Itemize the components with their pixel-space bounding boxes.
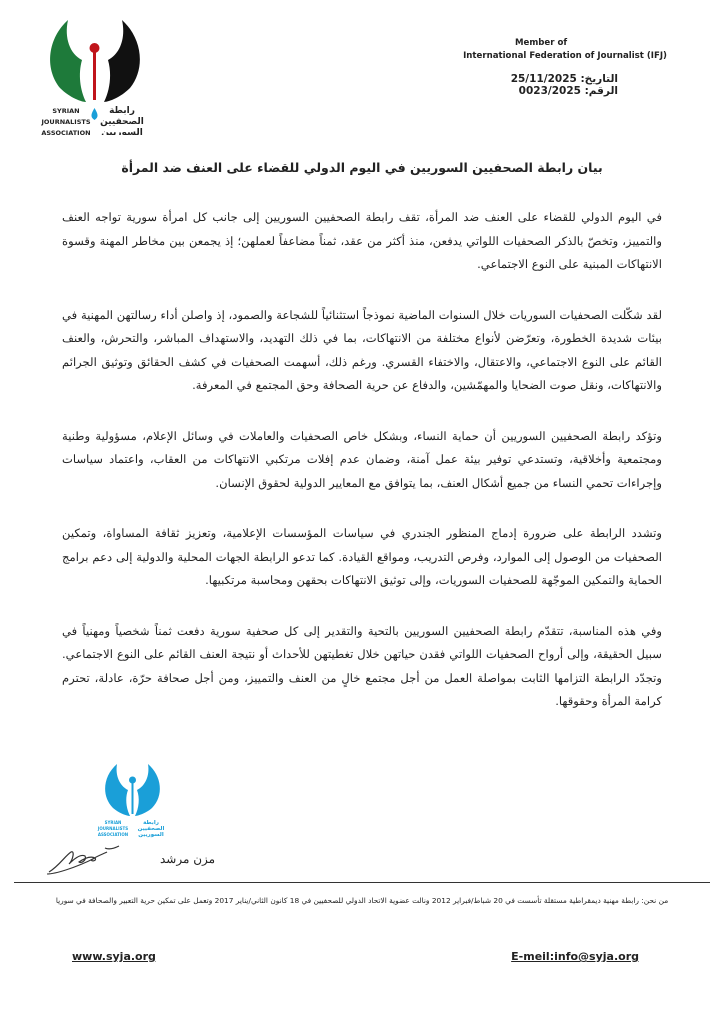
svg-text:رابطة: رابطة [109,106,135,116]
paragraph: لقد شكّلت الصحفيات السوريات خلال السنوات الماضية نموذجاً استثنائياً للشجاعة والصمود، إذ واصلن أداء رسالتهن المهنية في بيئات شديدة الخطورة، وتعرّضن لأنواع مختلفة من الانتهاكات، بما في ذلك التهديد، والاستهداف المباشر، والتحرش، والعنف القائم على النوع الاجتماعي، والاعتقال، والاختفاء القسري. ورغم ذلك، أسهمت الصحفيات في كشف الحقائق وتوثيق الجرائم والانتهاكات، ونقل صوت الضحايا والمهمّشين، والدفاع عن حرية الصحافة وحق المجتمع في المعرفة. [62,307,662,392]
number-value: 0023/2025 [518,85,581,97]
svg-text:SYRIAN: SYRIAN [52,107,80,115]
svg-text:ASSOCIATION: ASSOCIATION [41,129,91,135]
svg-text:الصحفيين: الصحفيين [137,826,165,832]
email-link[interactable]: E-meil:info@syja.org [511,950,639,963]
statement-body [62,206,662,741]
svg-text:السوريين: السوريين [138,832,164,838]
svg-text:JOURNALISTS: JOURNALISTS [97,826,129,831]
svg-text:JOURNALISTS: JOURNALISTS [41,118,91,126]
signer-name: مزن مرشد [160,852,216,866]
ifj-membership [463,37,667,63]
paragraph: وتؤكد رابطة الصحفيين السوريين أن حماية النساء، وبشكل خاص الصحفيات والعاملات في وسائل الإعلام، مسؤولية وطنية ومجتمعية وأخلاقية، وتستدعي توفير بيئة عمل آمنة، وضمان عدم إفلات مرتكبي الانتهاكات من العقاب، واعتماد سياسات وإجراءات تحمي النساء من جميع أشكال العنف، بما يتوافق مع المعايير الدولية لحقوق الإنسان. [62,428,662,490]
about-us-text: من نحن: رابطة مهنية ديمقراطية مستقلة تأسست في 20 شباط/فبراير 2012 ونالت عضوية الاتحاد الدولي للصحفيين في 18 كانون الثاني/يناير 2017 وتعمل على تمكين حرية التعبير والصحافة في سوريا [55,896,669,905]
footer-divider [14,882,710,883]
number-row [511,85,618,97]
association-logo [30,10,150,135]
paragraph: وفي هذه المناسبة، تتقدّم رابطة الصحفيين السوريين بالتحية والتقدير إلى كل صحفية سورية دفعت ثمناً شخصياً ومهنياً في سبيل الحقيقة، وإلى أرواح الصحفيات اللواتي فقدن حياتهن خلال تغطيتهن للأحداث أو نتيجة العنف القائم على النوع الاجتماعي. وتجدّد الرابطة التزامها الثابت بمواصلة العمل من أجل مجتمع خالٍ من العنف والتمييز، ومن أجل صحافة حرّة، عادلة، تحترم كرامة المرأة وحقوقها. [62,623,662,708]
date-row [511,73,618,85]
statement-title: بيان رابطة الصحفيين السوريين في اليوم الدولي للقضاء على العنف ضد المرأة [121,160,603,175]
svg-text:ASSOCIATION: ASSOCIATION [97,832,129,837]
website-link[interactable]: www.syja.org [72,950,156,963]
syrian-journalists-association-logo-icon [30,10,150,135]
number-label: الرقم: [584,85,618,97]
handwritten-signature [45,838,125,878]
svg-text:SYRIAN: SYRIAN [104,820,122,825]
association-stamp-logo-icon [95,758,170,838]
membership-line-1: Member of [514,38,568,48]
association-stamp [95,758,170,838]
paragraph: وتشدد الرابطة على ضرورة إدماج المنظور الجندري في سياسات المؤسسات الإعلامية، وتعزيز ثقافة المساواة، وتمكين الصحفيات من الوصول إلى الموارد، وفرص التدريب، ومواقع القيادة. كما تدعو الرابطة الجهات المحلية والدولية إلى دعم برامج الحماية والتمكين الموجّهة للصحفيات السوريات، وإلى توثيق الانتهاكات بحقهن ومحاسبة مرتكبيها. [62,526,662,587]
paragraph: في اليوم الدولي للقضاء على العنف ضد المرأة، تقف رابطة الصحفيين السوريين إلى جانب كل امرأة سورية تواجه العنف والتمييز، وتخصّ بالذكر الصحفيات اللواتي يدفعن، منذ أكثر من عقد، ثمناً مضاعفاً لعملهن؛ إذ يجمعن بين مخاطر المهنة وقسوة الانتهاكات المبنية على النوع الاجتماعي. [62,210,662,271]
membership-line-2: International Federation of Journalist (IFJ) [463,51,667,61]
date-label: التاريخ: [580,73,618,85]
svg-text:رابطة: رابطة [143,820,159,826]
handwritten-signature-icon [45,838,125,878]
date-value: 25/11/2025 [510,73,577,85]
document-meta [511,73,618,97]
svg-text:الصحفيين: الصحفيين [100,117,144,127]
svg-text:السوريين: السوريين [101,128,143,135]
